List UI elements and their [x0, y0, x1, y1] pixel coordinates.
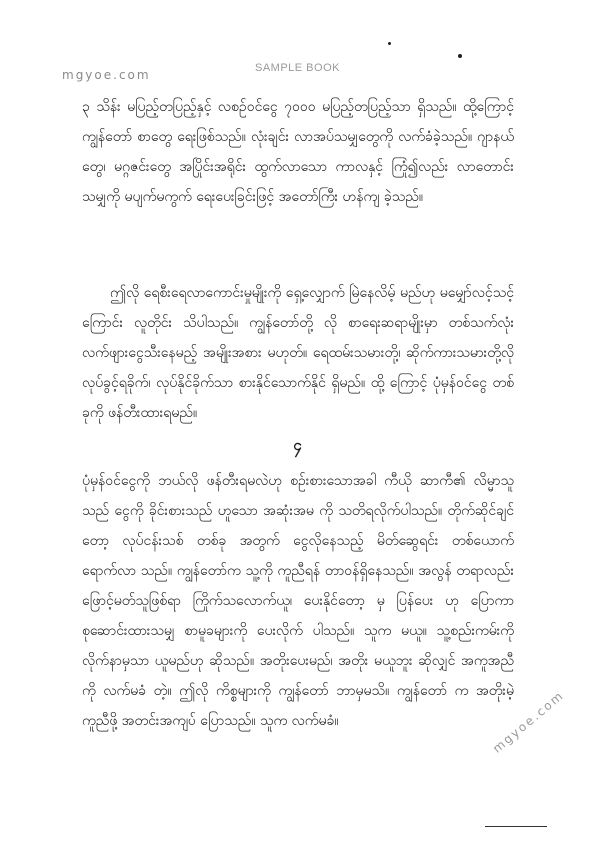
page-speck: [458, 54, 462, 58]
paragraph-steady-income: ဤလို ရေစီးရေလာကောင်းမှုမျိုးကို ရှေ့လျှောက် မြဲနေလိမ့် မည်ဟု မမျှော်လင့်သင့်ကြောင်း လူတိုင်း သိပါသည်။ ကျွန်တော်တို့ လို စာရေးဆရာမျိုးမှာ တစ်သက်လုံး လက်ဖျားငွေသီးနေမည့် အမျိုးအစား မဟုတ်။ ရေထမ်းသမားတို့၊ ဆိုက်ကားသမားတို့လို လုပ်ခွင့်ရခိုက်၊ လုပ်နိုင်ခိုက်သာ စားနိုင်သောက်နိုင် ရှိမည်။ ထို့ ကြောင့် ပုံမှန်ဝင်ငွေ တစ်ခုကို ဖန်တီးထားရမည်။: [82, 285, 514, 421]
paragraph-friend-loan: ပုံမှန်ဝင်ငွေကို ဘယ်လို ဖန်တီးရမလဲဟု စဉ်းစားသောအခါ ကီယို ဆာကီ၏ လိမ္မာသူသည် ငွေကို ခိုင်းစားသည် ဟူသော အဆုံးအမ ကို သတိရလိုက်ပါသည်။ တိုက်ဆိုင်ချင်တော့ လုပ်ငန်းသစ် တစ်ခု အတွက် ငွေလိုနေသည့် မိတ်ဆွေရင်း တစ်ယောက် ရောက်လာ သည်။ ကျွန်တော်က သူ့ကို ကူညီရန် တာဝန်ရှိနေသည်။ အလွန် တရာလည်း ဖြောင့်မတ်သူဖြစ်ရာ ကြိုက်သလောက်ယူ၊ ပေးနိုင်တော့ မှ ပြန်ပေး ဟု ပြောကာ စုဆောင်းထားသမျှ စာမူခများကို ပေးလိုက် ပါသည်။ သူက မယူ။ သူ့စည်းကမ်းကို လိုက်နာမှသာ ယူမည်ဟု ဆိုသည်။ အတိုးပေးမည်၊ အတိုး မယူဘူး ဆိုလျှင် အကူအညီကို လက်မခံ တဲ့။ ဤလို ကိစ္စများကို ကျွန်တော် ဘာမှမသိ။ ကျွန်တော် က အတိုးမဲ့ ကူညီဖို့ အတင်းအကျပ် ပြောသည်။ သူက လက်မခံ။: [82, 473, 514, 729]
paragraph-income: ၃ သိန်း မပြည့်တပြည့်နှင့် လစဉ်ဝင်ငွေ ၇၀၀၀ မပြည့်တပြည့်သာ ရှိသည်။ ထို့ကြောင့် ကျွန်တော် စာတွေ ရေးဖြစ်သည်။ လုံးချင်း လာအပ်သမျှတွေကို လက်ခံခဲ့သည်။ ဂျာနယ်တွေ၊ မဂ္ဂဇင်းတွေ အပြိုင်းအရိုင်း ထွက်လာသော ကာလနှင့် ကြုံ၍လည်း လာတောင်း သမျှကို မပျက်မကွက် ရေးပေးခြင်းဖြင့် အတော်ကြီး ဟန်ကျ ခဲ့သည်။: [82, 99, 514, 205]
watermark-sample-book: SAMPLE BOOK: [255, 62, 340, 74]
watermark-site-diagonal: mgyoe.com: [490, 688, 567, 756]
page-speck: [388, 42, 391, 45]
watermark-site: mgyoe.com: [62, 68, 151, 82]
footer-rule: [485, 826, 547, 827]
section-number: ၄: [293, 436, 302, 454]
